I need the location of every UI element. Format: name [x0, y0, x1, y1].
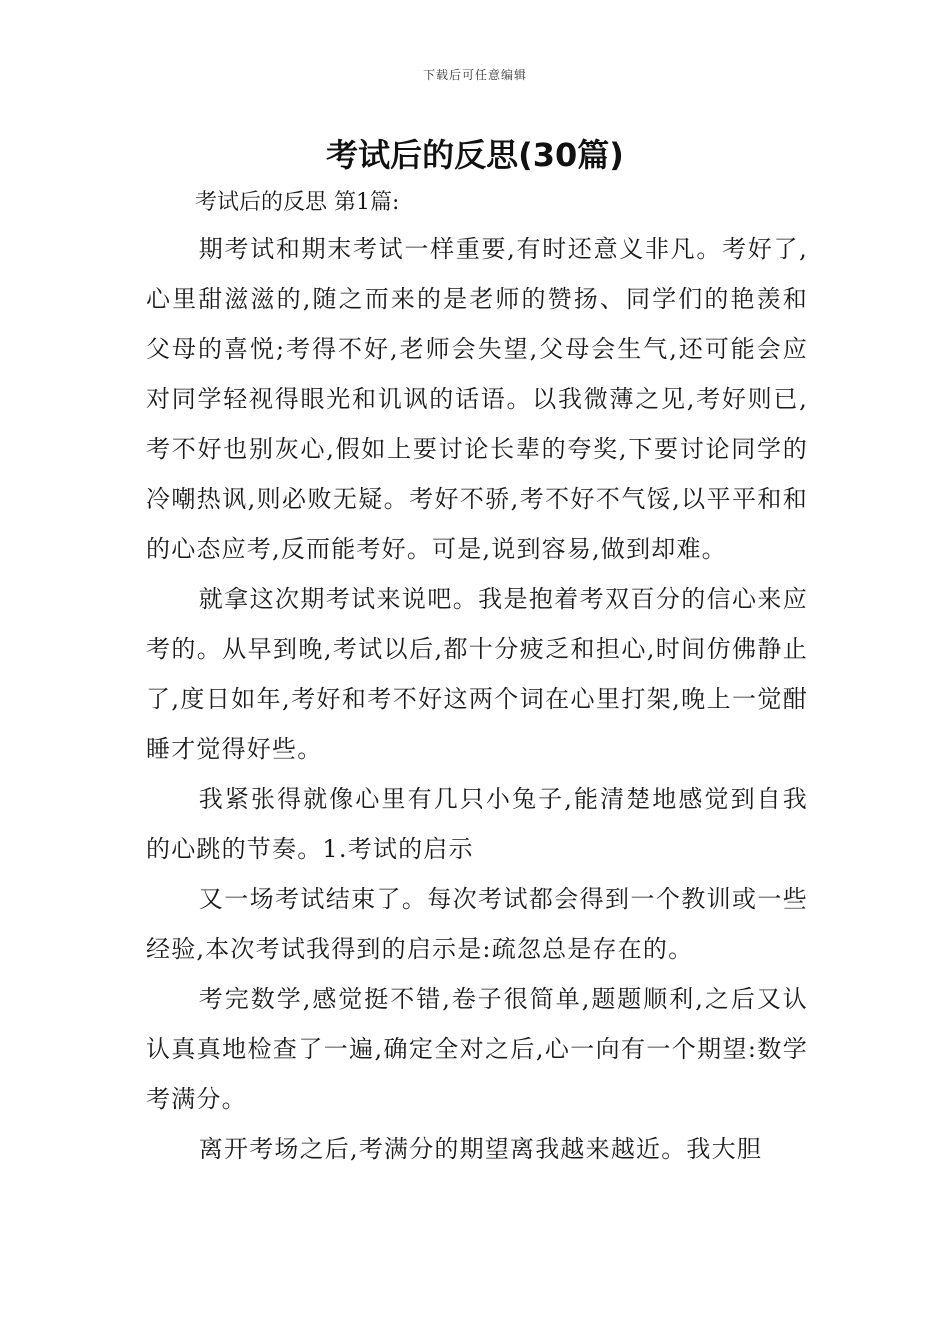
header-note: 下载后可任意编辑: [422, 68, 527, 82]
paragraph: 就拿这次期考试来说吧。我是抱着考双百分的信心来应考的。从早到晚,考试以后,都十分疲乏和担心,时间仿佛静止了,度日如年,考好和考不好这两个词在心里打架,晚上一觉酣睡才觉得好些。: [146, 585, 808, 763]
paragraph: 又一场考试结束了。每次考试都会得到一个教训或一些经验,本次考试我得到的启示是:疏忽总是存在的。: [146, 885, 808, 963]
paragraph: 考完数学,感觉挺不错,卷子很简单,题题顺利,之后又认认真真地检查了一遍,确定全对之后,心一向有一个期望:数学考满分。: [146, 985, 808, 1113]
section-heading: 考试后的反思 第1篇:: [195, 190, 400, 215]
document-body: [146, 224, 808, 1174]
paragraph: 离开考场之后,考满分的期望离我越来越近。我大胆: [198, 1135, 763, 1163]
document-title: 考试后的反思(30篇): [326, 136, 624, 174]
paragraph: 期考试和期末考试一样重要,有时还意义非凡。考好了,心里甜滋滋的,随之而来的是老师的赞扬、同学们的艳羡和父母的喜悦;考得不好,老师会失望,父母会生气,还可能会应对同学轻视得眼光和讥讽的话语。以我微薄之见,考好则已,考不好也别灰心,假如上要讨论长辈的夸奖,下要讨论同学的冷嘲热讽,则必败无疑。考好不骄,考不好不气馁,以平平和和的心态应考,反而能考好。可是,说到容易,做到却难。: [146, 235, 808, 563]
paragraph: 我紧张得就像心里有几只小兔子,能清楚地感觉到自我的心跳的节奏。1.考试的启示: [146, 785, 808, 863]
